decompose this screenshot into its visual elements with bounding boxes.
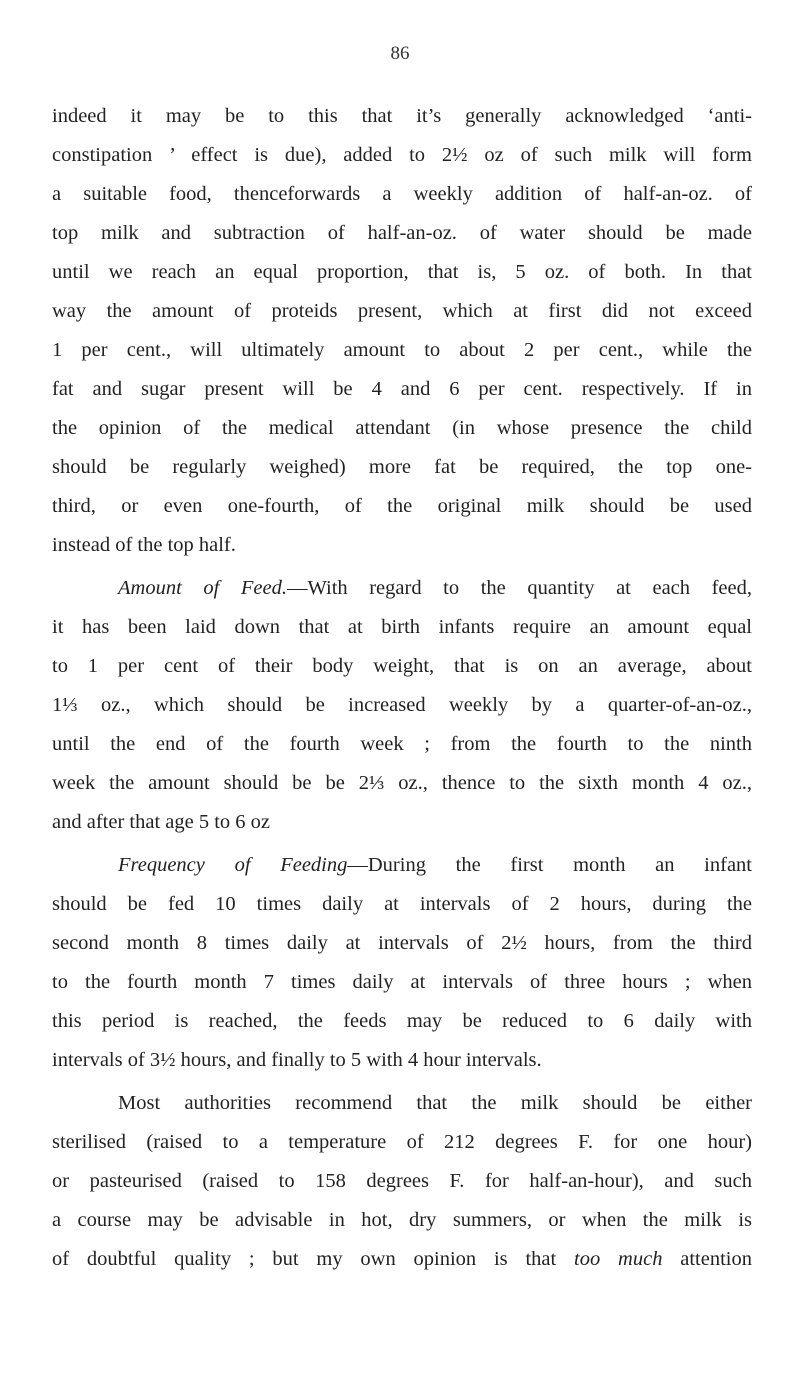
text-line: fat and sugar present will be 4 and 6 per cent. respectively. If in [52,378,752,400]
text-line: Most authorities recommend that the milk should be either [118,1092,752,1114]
text-line: instead of the top half. [52,534,236,556]
text-line: second month 8 times daily at intervals of 2½ hours, from the third [52,932,752,954]
emphasis-text: too much [574,1248,663,1270]
text-line: 1 per cent., will ultimately amount to about 2 per cent., while the [52,339,752,361]
text-line: a course may be advisable in hot, dry summers, or when the milk is [52,1209,752,1231]
text-line: the opinion of the medical attendant (in whose presence the child [52,417,752,439]
text-span: —With regard to the quantity at each feed, [286,577,752,599]
text-line: a suitable food, thenceforwards a weekly addition of half-an-oz. of [52,183,752,205]
text-line: indeed it may be to this that it’s generally acknowledged ‘anti- [52,105,752,127]
text-line: should be fed 10 times daily at intervals of 2 hours, during the [52,893,752,915]
text-line: constipation ’ effect is due), added to 2½ oz of such milk will form [52,144,752,166]
text-line [52,1246,752,1272]
text-line: top milk and subtraction of half-an-oz. of water should be made [52,222,752,244]
text-span: —During the first month an infant [347,854,753,876]
text-line [118,852,752,878]
page-number: 86 [390,43,410,64]
text-span: attention [680,1248,752,1270]
text-line: intervals of 3½ hours, and finally to 5 with 4 hour intervals. [52,1049,542,1071]
text-line [118,575,752,601]
text-line: and after that age 5 to 6 oz [52,811,271,833]
text-line: until the end of the fourth week ; from the fourth to the ninth [52,733,752,755]
text-line: week the amount should be be 2⅓ oz., thence to the sixth month 4 oz., [52,772,752,794]
text-line: to the fourth month 7 times daily at intervals of three hours ; when [52,971,752,993]
text-line: 1⅓ oz., which should be increased weekly by a quarter-of-an-oz., [52,694,752,716]
text-line: until we reach an equal proportion, that is, 5 oz. of both. In that [52,261,752,283]
text-line: it has been laid down that at birth infants require an amount equal [52,616,752,638]
section-heading-frequency-of-feeding: Frequency of Feeding [118,854,348,876]
text-line: way the amount of proteids present, which at first did not exceed [52,300,752,322]
text-line: should be regularly weighed) more fat be required, the top one- [52,456,752,478]
text-line: this period is reached, the feeds may be reduced to 6 daily with [52,1010,752,1032]
text-span: of doubtful quality ; but my own opinion is that [52,1248,557,1270]
section-heading-amount-of-feed: Amount of Feed. [118,577,287,599]
text-line: or pasteurised (raised to 158 degrees F. for half-an-hour), and such [52,1170,752,1192]
text-line: to 1 per cent of their body weight, that is on an average, about [52,655,752,677]
text-line: third, or even one-fourth, of the original milk should be used [52,495,752,517]
text-line: sterilised (raised to a temperature of 212 degrees F. for one hour) [52,1131,752,1153]
